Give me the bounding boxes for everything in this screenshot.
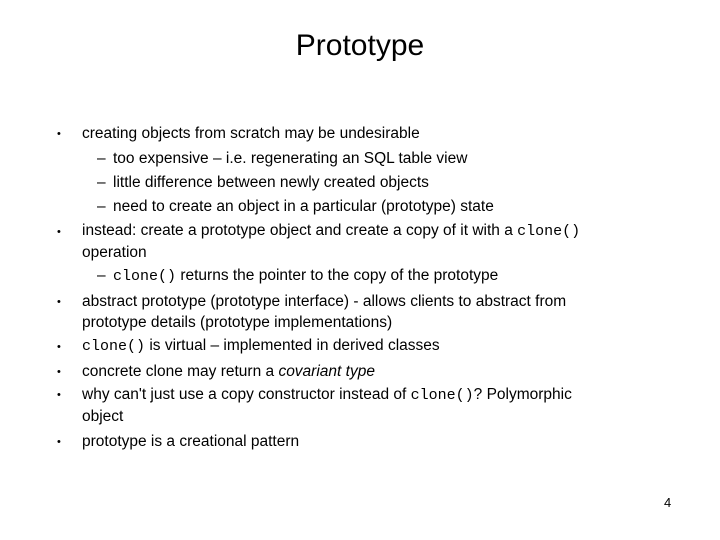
bullet-text-clone-virtual [82, 337, 440, 356]
dash-icon: – [97, 150, 106, 167]
sub-bullet-text: too expensive – i.e. regenerating an SQL table view [113, 150, 468, 167]
bullet-text-creating-objects: creating objects from scratch may be undesirable [82, 125, 420, 142]
bullet-text: ? Polymorphic [473, 386, 572, 403]
bullet-text: instead: create a prototype object and create a copy of it with a [82, 222, 518, 239]
bullet-text-concrete-clone [82, 363, 375, 381]
bullet-text-creational-pattern: prototype is a creational pattern [82, 433, 300, 450]
bullet-text-instead [82, 222, 580, 241]
emphasis-covariant-type: covariant type [278, 363, 375, 380]
page-number: 4 [664, 495, 672, 510]
bullet-icon: • [57, 389, 61, 401]
code-clone: clone() [410, 387, 474, 404]
sub-bullet-clone-returns [97, 267, 498, 286]
sub-bullet-particular-state [97, 198, 494, 216]
sub-bullet-text: returns the pointer to the copy of the prototype [176, 267, 499, 284]
bullet-text: concrete clone may return a [82, 363, 279, 380]
slide-title: Prototype [295, 29, 425, 62]
bullet-text: is virtual – implemented in derived classes [145, 337, 440, 354]
sub-bullet-too-expensive [97, 150, 467, 168]
bullet-text-object: object [82, 408, 124, 425]
bullet-icon: • [57, 296, 61, 308]
code-clone: clone() [517, 223, 581, 240]
dash-icon: – [97, 174, 106, 191]
sub-bullet-text: need to create an object in a particular (prototype) state [113, 198, 494, 215]
bullet-icon: • [57, 436, 61, 448]
sub-bullet-text: little difference between newly created objects [113, 174, 429, 191]
code-clone: clone() [113, 268, 177, 285]
sub-bullet-little-difference [97, 174, 429, 192]
bullet-icon: • [57, 128, 61, 140]
bullet-text: why can't just use a copy constructor instead of [82, 386, 411, 403]
bullet-text-prototype-details: prototype details (prototype implementations) [82, 314, 393, 331]
code-clone: clone() [82, 338, 146, 355]
bullet-icon: • [57, 341, 61, 353]
dash-icon: – [97, 267, 106, 284]
bullet-icon: • [57, 226, 61, 238]
bullet-text-why-copy-constructor [82, 386, 572, 405]
bullet-icon: • [57, 366, 61, 378]
bullet-text-operation: operation [82, 244, 147, 261]
dash-icon: – [97, 198, 106, 215]
bullet-text-abstract-prototype: abstract prototype (prototype interface) - allows clients to abstract from [82, 293, 567, 310]
